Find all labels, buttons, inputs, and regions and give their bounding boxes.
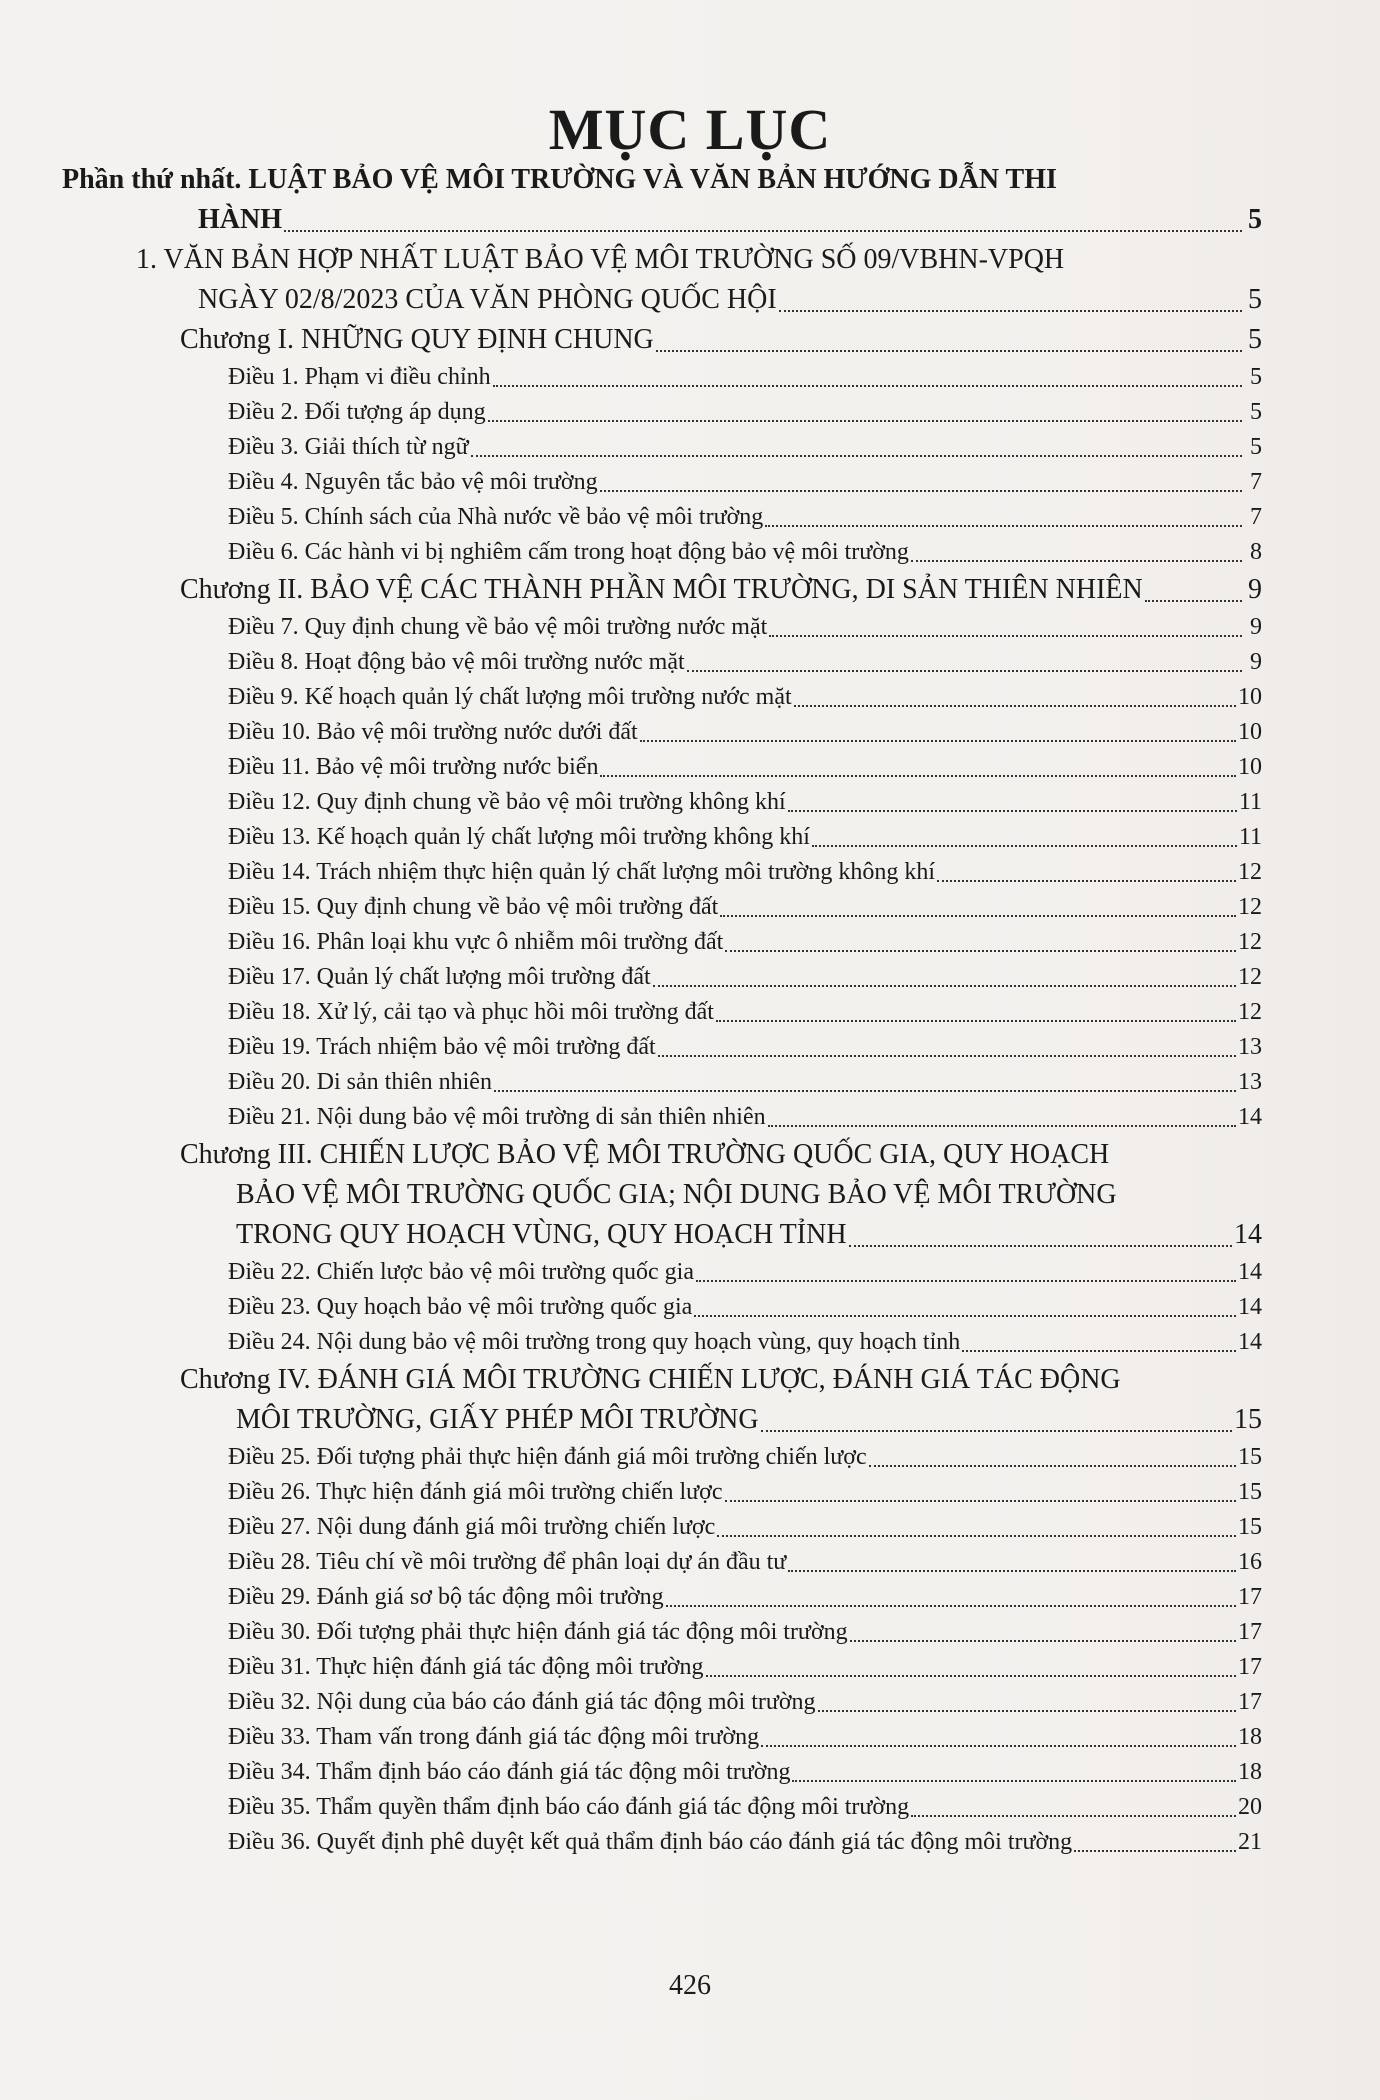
toc-article-label: Điều 20. Di sản thiên nhiên bbox=[228, 1069, 492, 1095]
toc-page-number: 11 bbox=[1238, 824, 1262, 850]
toc-page-number: 10 bbox=[1238, 684, 1262, 710]
toc-page-number: 12 bbox=[1238, 929, 1262, 955]
leader-dots bbox=[694, 1315, 1236, 1317]
toc-chapter-4-articles bbox=[62, 1440, 1262, 1860]
toc-chapter-1 bbox=[62, 320, 1262, 360]
toc-page-number: 8 bbox=[1250, 539, 1262, 565]
toc-chapter-3-cont bbox=[62, 1175, 1262, 1215]
leader-dots bbox=[1074, 1850, 1236, 1852]
toc-page-number: 5 bbox=[1248, 284, 1262, 315]
toc-page-number: 15 bbox=[1238, 1479, 1262, 1505]
leader-dots bbox=[653, 985, 1236, 987]
toc-article-label: Điều 31. Thực hiện đánh giá tác động môi trường bbox=[228, 1654, 704, 1680]
leader-dots bbox=[911, 1815, 1236, 1817]
toc-page-number: 7 bbox=[1250, 469, 1262, 495]
toc-page-number: 14 bbox=[1238, 1104, 1262, 1130]
toc-chapter-3-cont bbox=[62, 1215, 1262, 1255]
toc-page-number: 9 bbox=[1250, 649, 1262, 675]
toc-article-label: Điều 8. Hoạt động bảo vệ môi trường nước mặt bbox=[228, 649, 685, 675]
toc-chapter-label: Chương II. BẢO VỆ CÁC THÀNH PHẦN MÔI TRƯỜNG, DI SẢN THIÊN NHIÊN bbox=[180, 574, 1143, 605]
toc-article-label: Điều 3. Giải thích từ ngữ bbox=[228, 434, 469, 460]
toc-article-label: Điều 2. Đối tượng áp dụng bbox=[228, 399, 486, 425]
leader-dots bbox=[720, 915, 1236, 917]
toc-page-number: 12 bbox=[1238, 964, 1262, 990]
leader-dots bbox=[769, 635, 1242, 637]
toc-article-row bbox=[62, 890, 1262, 925]
toc-chapter-2-articles bbox=[62, 610, 1262, 1135]
leader-dots bbox=[765, 525, 1242, 527]
toc-article-label: Điều 11. Bảo vệ môi trường nước biển bbox=[228, 754, 599, 780]
toc-page-number: 17 bbox=[1238, 1619, 1262, 1645]
table-of-contents bbox=[62, 160, 1262, 1860]
toc-article-row bbox=[62, 1440, 1262, 1475]
toc-section-heading-cont bbox=[62, 280, 1262, 320]
leader-dots bbox=[666, 1605, 1236, 1607]
toc-page-number: 18 bbox=[1238, 1724, 1262, 1750]
toc-page-number: 9 bbox=[1250, 614, 1262, 640]
toc-chapter-label: TRONG QUY HOẠCH VÙNG, QUY HOẠCH TỈNH bbox=[236, 1219, 847, 1250]
toc-article-label: Điều 7. Quy định chung về bảo vệ môi trường nước mặt bbox=[228, 614, 768, 640]
leader-dots bbox=[488, 420, 1242, 422]
toc-article-row bbox=[62, 535, 1262, 570]
page-number: 426 bbox=[669, 1970, 711, 2001]
leader-dots bbox=[911, 560, 1242, 562]
toc-page-number: 17 bbox=[1238, 1689, 1262, 1715]
leader-dots bbox=[725, 1500, 1236, 1502]
toc-article-label: Điều 33. Tham vấn trong đánh giá tác động môi trường bbox=[228, 1724, 760, 1750]
toc-page-number: 14 bbox=[1238, 1294, 1262, 1320]
leader-dots bbox=[849, 1245, 1232, 1247]
toc-section-heading bbox=[62, 240, 1262, 280]
toc-article-row bbox=[62, 1475, 1262, 1510]
toc-page-number: 13 bbox=[1238, 1034, 1262, 1060]
toc-article-row bbox=[62, 1545, 1262, 1580]
toc-article-row bbox=[62, 1030, 1262, 1065]
toc-article-label: Điều 10. Bảo vệ môi trường nước dưới đất bbox=[228, 719, 638, 745]
toc-article-row bbox=[62, 1255, 1262, 1290]
toc-page-number: 14 bbox=[1234, 1219, 1262, 1250]
toc-page-number: 11 bbox=[1238, 789, 1262, 815]
toc-article-row bbox=[62, 360, 1262, 395]
toc-article-row bbox=[62, 855, 1262, 890]
leader-dots bbox=[768, 1125, 1236, 1127]
leader-dots bbox=[706, 1675, 1237, 1677]
leader-dots bbox=[658, 1055, 1236, 1057]
toc-article-row bbox=[62, 750, 1262, 785]
toc-article-label: Điều 22. Chiến lược bảo vệ môi trường quốc gia bbox=[228, 1259, 694, 1285]
toc-article-row bbox=[62, 680, 1262, 715]
toc-page-number: 17 bbox=[1238, 1584, 1262, 1610]
toc-article-label: Điều 1. Phạm vi điều chỉnh bbox=[228, 364, 491, 390]
toc-page-number: 14 bbox=[1238, 1329, 1262, 1355]
leader-dots bbox=[792, 1780, 1236, 1782]
toc-article-row bbox=[62, 645, 1262, 680]
toc-article-label: Điều 36. Quyết định phê duyệt kết quả thẩm định báo cáo đánh giá tác động môi trường bbox=[228, 1829, 1073, 1855]
toc-chapter-3-articles bbox=[62, 1255, 1262, 1360]
toc-page-number: 17 bbox=[1238, 1654, 1262, 1680]
toc-chapter-4 bbox=[62, 1360, 1262, 1400]
toc-article-row bbox=[62, 820, 1262, 855]
leader-dots bbox=[794, 705, 1236, 707]
toc-page-number: 10 bbox=[1238, 719, 1262, 745]
toc-part-line2: HÀNH bbox=[198, 204, 282, 235]
toc-article-row bbox=[62, 1825, 1262, 1860]
leader-dots bbox=[761, 1745, 1236, 1747]
toc-article-row bbox=[62, 1325, 1262, 1360]
toc-page-number: 5 bbox=[1248, 204, 1262, 235]
leader-dots bbox=[687, 670, 1242, 672]
toc-page-number: 5 bbox=[1250, 399, 1262, 425]
leader-dots bbox=[284, 230, 1242, 232]
leader-dots bbox=[788, 1570, 1236, 1572]
toc-article-label: Điều 25. Đối tượng phải thực hiện đánh giá môi trường chiến lược bbox=[228, 1444, 867, 1470]
toc-page-number: 21 bbox=[1238, 1829, 1262, 1855]
leader-dots bbox=[818, 1710, 1236, 1712]
leader-dots bbox=[471, 455, 1242, 457]
toc-page-number: 5 bbox=[1248, 324, 1262, 355]
toc-article-label: Điều 29. Đánh giá sơ bộ tác động môi trường bbox=[228, 1584, 664, 1610]
toc-article-row bbox=[62, 1615, 1262, 1650]
toc-article-label: Điều 13. Kế hoạch quản lý chất lượng môi trường không khí bbox=[228, 824, 810, 850]
toc-article-label: Điều 34. Thẩm định báo cáo đánh giá tác động môi trường bbox=[228, 1759, 791, 1785]
leader-dots bbox=[600, 775, 1236, 777]
leader-dots bbox=[493, 385, 1242, 387]
toc-article-label: Điều 35. Thẩm quyền thẩm định báo cáo đánh giá tác động môi trường bbox=[228, 1794, 910, 1820]
toc-page-number: 20 bbox=[1238, 1794, 1262, 1820]
toc-part-heading-cont bbox=[62, 200, 1262, 240]
toc-article-label: Điều 32. Nội dung của báo cáo đánh giá tác động môi trường bbox=[228, 1689, 816, 1715]
toc-article-row bbox=[62, 1685, 1262, 1720]
toc-article-row bbox=[62, 785, 1262, 820]
leader-dots bbox=[717, 1535, 1236, 1537]
toc-article-label: Điều 16. Phân loại khu vực ô nhiễm môi trường đất bbox=[228, 929, 724, 955]
leader-dots bbox=[779, 310, 1242, 312]
leader-dots bbox=[869, 1465, 1236, 1467]
leader-dots bbox=[788, 810, 1237, 812]
toc-chapter-3 bbox=[62, 1135, 1262, 1175]
toc-article-label: Điều 4. Nguyên tắc bảo vệ môi trường bbox=[228, 469, 598, 495]
toc-article-label: Điều 30. Đối tượng phải thực hiện đánh giá tác động môi trường bbox=[228, 1619, 848, 1645]
toc-page-number: 9 bbox=[1248, 574, 1262, 605]
leader-dots bbox=[937, 880, 1236, 882]
leader-dots bbox=[656, 350, 1242, 352]
toc-chapter-label: BẢO VỆ MÔI TRƯỜNG QUỐC GIA; NỘI DUNG BẢO VỆ MÔI TRƯỜNG bbox=[236, 1179, 1117, 1210]
toc-article-row bbox=[62, 610, 1262, 645]
toc-section-line2: NGÀY 02/8/2023 CỦA VĂN PHÒNG QUỐC HỘI bbox=[198, 284, 777, 315]
toc-chapter-label: Chương IV. ĐÁNH GIÁ MÔI TRƯỜNG CHIẾN LƯỢC, ĐÁNH GIÁ TÁC ĐỘNG bbox=[180, 1364, 1121, 1395]
toc-article-label: Điều 6. Các hành vi bị nghiêm cấm trong hoạt động bảo vệ môi trường bbox=[228, 539, 909, 565]
toc-article-label: Điều 23. Quy hoạch bảo vệ môi trường quốc gia bbox=[228, 1294, 693, 1320]
toc-article-row bbox=[62, 715, 1262, 750]
toc-page-number: 12 bbox=[1238, 894, 1262, 920]
toc-chapter-label: Chương III. CHIẾN LƯỢC BẢO VỆ MÔI TRƯỜNG QUỐC GIA, QUY HOẠCH bbox=[180, 1139, 1110, 1170]
toc-page-number: 16 bbox=[1238, 1549, 1262, 1575]
leader-dots bbox=[716, 1020, 1236, 1022]
toc-article-row bbox=[62, 500, 1262, 535]
toc-page-number: 14 bbox=[1238, 1259, 1262, 1285]
toc-article-row bbox=[62, 995, 1262, 1030]
toc-article-label: Điều 28. Tiêu chí về môi trường để phân loại dự án đầu tư bbox=[228, 1549, 787, 1575]
toc-article-row bbox=[62, 395, 1262, 430]
toc-article-row bbox=[62, 465, 1262, 500]
leader-dots bbox=[600, 490, 1242, 492]
toc-article-label: Điều 12. Quy định chung về bảo vệ môi trường không khí bbox=[228, 789, 786, 815]
toc-part-line1: Phần thứ nhất. LUẬT BẢO VỆ MÔI TRƯỜNG VÀ VĂN BẢN HƯỚNG DẪN THI bbox=[62, 164, 1057, 195]
toc-article-label: Điều 15. Quy định chung về bảo vệ môi trường đất bbox=[228, 894, 719, 920]
leader-dots bbox=[962, 1350, 1236, 1352]
toc-article-row bbox=[62, 960, 1262, 995]
toc-chapter-1-articles bbox=[62, 360, 1262, 570]
toc-article-label: Điều 26. Thực hiện đánh giá môi trường chiến lược bbox=[228, 1479, 723, 1505]
toc-chapter-label: Chương I. NHỮNG QUY ĐỊNH CHUNG bbox=[180, 324, 654, 355]
leader-dots bbox=[494, 1090, 1236, 1092]
toc-article-row bbox=[62, 925, 1262, 960]
toc-page-number: 12 bbox=[1238, 999, 1262, 1025]
toc-part-heading bbox=[62, 160, 1262, 200]
leader-dots bbox=[812, 845, 1237, 847]
page-title: MỤC LỤC bbox=[548, 97, 832, 162]
toc-chapter-2 bbox=[62, 570, 1262, 610]
toc-article-label: Điều 14. Trách nhiệm thực hiện quản lý chất lượng môi trường không khí bbox=[228, 859, 935, 885]
toc-page-number: 5 bbox=[1250, 364, 1262, 390]
leader-dots bbox=[696, 1280, 1236, 1282]
toc-article-label: Điều 9. Kế hoạch quản lý chất lượng môi trường nước mặt bbox=[228, 684, 792, 710]
toc-article-row bbox=[62, 1580, 1262, 1615]
leader-dots bbox=[761, 1430, 1232, 1432]
toc-article-label: Điều 18. Xử lý, cải tạo và phục hồi môi trường đất bbox=[228, 999, 714, 1025]
toc-page-number: 10 bbox=[1238, 754, 1262, 780]
leader-dots bbox=[640, 740, 1236, 742]
toc-page-number: 13 bbox=[1238, 1069, 1262, 1095]
toc-article-row bbox=[62, 1100, 1262, 1135]
toc-page-number: 15 bbox=[1234, 1404, 1262, 1435]
toc-article-row bbox=[62, 430, 1262, 465]
toc-article-label: Điều 5. Chính sách của Nhà nước về bảo vệ môi trường bbox=[228, 504, 764, 530]
toc-page-number: 18 bbox=[1238, 1759, 1262, 1785]
toc-page-number: 12 bbox=[1238, 859, 1262, 885]
toc-article-label: Điều 21. Nội dung bảo vệ môi trường di sản thiên nhiên bbox=[228, 1104, 766, 1130]
toc-article-row bbox=[62, 1065, 1262, 1100]
leader-dots bbox=[725, 950, 1236, 952]
toc-article-row bbox=[62, 1755, 1262, 1790]
toc-article-label: Điều 17. Quản lý chất lượng môi trường đất bbox=[228, 964, 651, 990]
toc-article-label: Điều 24. Nội dung bảo vệ môi trường trong quy hoạch vùng, quy hoạch tỉnh bbox=[228, 1329, 961, 1355]
toc-article-label: Điều 27. Nội dung đánh giá môi trường chiến lược bbox=[228, 1514, 716, 1540]
toc-page-number: 15 bbox=[1238, 1444, 1262, 1470]
toc-article-row bbox=[62, 1290, 1262, 1325]
toc-page-number: 5 bbox=[1250, 434, 1262, 460]
toc-article-row bbox=[62, 1650, 1262, 1685]
toc-article-row bbox=[62, 1790, 1262, 1825]
leader-dots bbox=[1145, 600, 1242, 602]
toc-chapter-4-cont bbox=[62, 1400, 1262, 1440]
toc-page-number: 15 bbox=[1238, 1514, 1262, 1540]
toc-page-number: 7 bbox=[1250, 504, 1262, 530]
toc-article-label: Điều 19. Trách nhiệm bảo vệ môi trường đất bbox=[228, 1034, 656, 1060]
toc-chapter-label: MÔI TRƯỜNG, GIẤY PHÉP MÔI TRƯỜNG bbox=[236, 1404, 759, 1435]
toc-section-line1: 1. VĂN BẢN HỢP NHẤT LUẬT BẢO VỆ MÔI TRƯỜNG SỐ 09/VBHN-VPQH bbox=[136, 244, 1065, 275]
leader-dots bbox=[850, 1640, 1236, 1642]
toc-article-row bbox=[62, 1510, 1262, 1545]
toc-article-row bbox=[62, 1720, 1262, 1755]
